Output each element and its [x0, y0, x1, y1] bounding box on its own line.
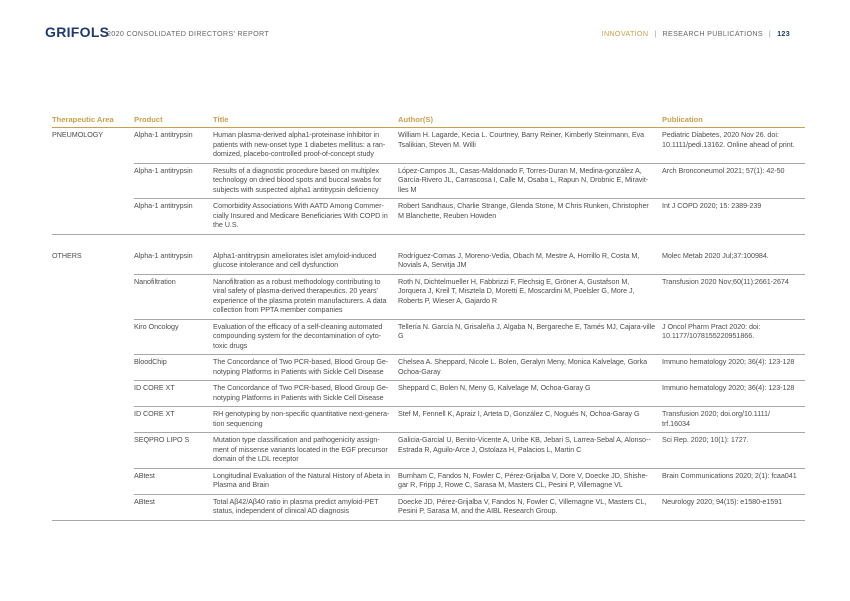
title-cell: Human plasma-derived alpha1-proteinase inhibitor in patients with new-onset type 1 diabetes mellitus: a ran-domized, placebo-controlled proof-of-concept study	[213, 128, 398, 164]
publications-table	[52, 114, 805, 521]
publication-cell: Immuno hematology 2020; 36(4): 123-128	[662, 381, 805, 407]
title-cell: Results of a diagnostic procedure based on multiplex technology on dried blood spots and buccal swabs for subjects with suspected alpha1 antitrypsin deficiency	[213, 163, 398, 199]
title-cell: Mutation type classification and pathogenicity assign-ment of missense variants located in the EGF precursor domain of the LDL receptor	[213, 433, 398, 469]
table-row	[52, 274, 805, 319]
authors-cell: Chelsea A. Sheppard, Nicole L. Bolen, Geralyn Meny, Monica Kalvelage, Gorka Ochoa-Garay	[398, 355, 662, 381]
publication-cell: Transfusion 2020 Nov;60(11):2661-2674	[662, 274, 805, 319]
authors-cell: Sheppard C, Bolen N, Meny G, Kalvelage M, Ochoa-Garay G	[398, 381, 662, 407]
product-cell: Alpha-1 antitrypsin	[134, 128, 213, 164]
title-cell: The Concordance of Two PCR-based, Blood Group Ge-notyping Platforms in Patients with Sickle Cell Disease	[213, 355, 398, 381]
table-body	[52, 128, 805, 521]
table-row	[52, 468, 805, 494]
publication-cell: Molec Metab 2020 Jul;37:100984.	[662, 249, 805, 275]
publication-cell: Neurology 2020; 94(15): e1580-e1591	[662, 494, 805, 520]
breadcrumb-section[interactable]: INNOVATION	[601, 29, 649, 38]
product-cell: ABtest	[134, 468, 213, 494]
therapeutic-area-cell	[52, 381, 134, 407]
title-cell: The Concordance of Two PCR-based, Blood Group Ge-notyping Platforms in Patients with Sickle Cell Disease	[213, 381, 398, 407]
therapeutic-area-cell	[52, 199, 134, 235]
therapeutic-area-cell	[52, 274, 134, 319]
title-cell: Alpha1-antitrypsin ameliorates islet amyloid-induced glucose intolerance and cell dysfunction	[213, 249, 398, 275]
authors-cell: López-Campos JL, Casas-Maldonado F, Torres-Duran M, Medina-gonzález A, García-Rivero JL, Carrascosa I, Calle M, Osaba L, Rapun N, Drobnic E, Miravit-lles M	[398, 163, 662, 199]
publication-cell: Int J COPD 2020; 15: 2389-239	[662, 199, 805, 235]
therapeutic-area-cell: PNEUMOLOGY	[52, 130, 104, 139]
breadcrumb-subsection[interactable]: RESEARCH PUBLICATIONS	[662, 29, 763, 38]
product-cell: Alpha-1 antitrypsin	[134, 199, 213, 235]
therapeutic-area-cell	[52, 407, 134, 433]
table-row	[52, 494, 805, 520]
header-therapeutic-area: Therapeutic Area	[52, 114, 134, 128]
product-cell: ID CORE XT	[134, 381, 213, 407]
title-cell: Total Aβ42/Aβ40 ratio in plasma predict amyloid-PET status, independent of clinical AD diagnosis	[213, 494, 398, 520]
publication-cell: Brain Communications 2020; 2(1): fcaa041	[662, 468, 805, 494]
product-cell: SEQPRO LIPO S	[134, 433, 213, 469]
authors-cell: Doecke JD, Pérez-Grijalba V, Fandos N, Fowler C, Villemagne VL, Masters CL, Pesini P, Sarasa M, and the AIBL Research Group.	[398, 494, 662, 520]
breadcrumb-separator: |	[768, 29, 772, 38]
product-cell: Nanofiltration	[134, 274, 213, 319]
publication-cell: Arch Bronconeumol 2021; 57(1): 42-50	[662, 163, 805, 199]
grifols-logo[interactable]: GRIFOLS	[45, 24, 110, 40]
report-title: 2020 CONSOLIDATED DIRECTORS' REPORT	[107, 29, 270, 38]
group-spacer	[52, 234, 805, 249]
therapeutic-area-cell: OTHERS	[52, 250, 82, 260]
title-cell: Comorbidity Associations With AATD Among Commer-cially Insured and Medicare Beneficiaries With COPD in the U.S.	[213, 199, 398, 235]
table-row	[52, 381, 805, 407]
title-cell: Evaluation of the efficacy of a self-cleaning automated compounding system for the decontamination of cyto-toxic drugs	[213, 319, 398, 355]
publication-cell: Pediatric Diabetes, 2020 Nov 26. doi: 10.1111/pedi.13162. Online ahead of print.	[662, 128, 805, 164]
publication-cell: Sci Rep. 2020; 10(1): 1727.	[662, 433, 805, 469]
product-cell: Alpha-1 antitrypsin	[134, 249, 213, 275]
title-cell: RH genotyping by non-specific quantitative next-genera-tion sequencing	[213, 407, 398, 433]
therapeutic-area-cell	[52, 163, 134, 199]
title-cell: Nanofiltration as a robust methodology contributing to viral safety of plasma-derived therapeutics. 20 years' experience of the plasma protein manufacturers. A data collection from PPTA member companies	[213, 274, 398, 319]
authors-cell: Stef M, Fennell K, Apraiz I, Arteta D, González C, Nogués N, Ochoa-Garay G	[398, 407, 662, 433]
product-cell: BloodChip	[134, 355, 213, 381]
product-cell: ID CORE XT	[134, 407, 213, 433]
publication-cell: Immuno hematology 2020; 36(4): 123-128	[662, 355, 805, 381]
table-row	[52, 163, 805, 199]
therapeutic-area-cell	[52, 433, 134, 469]
authors-cell: Rodríguez-Comas J, Moreno-Vedia, Obach M, Mestre A, Horrillo R, Costa M, Novials A, Servitja JM	[398, 249, 662, 275]
therapeutic-area-cell	[52, 494, 134, 520]
product-cell: ABtest	[134, 494, 213, 520]
header-title: Title	[213, 114, 398, 128]
publication-cell: J Oncol Pharm Pract 2020: doi: 10.1177/1078155220951866.	[662, 319, 805, 355]
product-cell: Kiro Oncology	[134, 319, 213, 355]
table-row	[52, 355, 805, 381]
page-header	[45, 24, 790, 44]
title-cell: Longitudinal Evaluation of the Natural History of Abeta in Plasma and Brain	[213, 468, 398, 494]
breadcrumb	[602, 29, 790, 38]
table-row	[52, 319, 805, 355]
therapeutic-area-cell	[52, 355, 134, 381]
authors-cell: Roth N, Dichtelmueller H, Fabbrizzi F, Flechsig E, Gröner A, Gustafson M, Jorquera J, Kreil T, Misztela D, Moretti E, Moscardini M, Poelsler G, More J, Roberts P, Wieser A, Gajardo R	[398, 274, 662, 319]
authors-cell: Tellería N. García N, Grisaleña J, Algaba N, Bergareche E, Tamés MJ, Cajara-ville G	[398, 319, 662, 355]
therapeutic-area-cell	[52, 468, 134, 494]
header-publication: Publication	[662, 114, 805, 128]
group-spacer-cell	[52, 234, 805, 249]
therapeutic-area-cell	[52, 319, 134, 355]
table-row	[52, 433, 805, 469]
product-cell: Alpha-1 antitrypsin	[134, 163, 213, 199]
table-row	[52, 249, 805, 275]
table-header-row	[52, 114, 805, 128]
page-number: 123	[777, 29, 790, 38]
authors-cell: William H. Lagarde, Kecia L. Courtney, Barry Reiner, Kimberly Steinmann, Eva Tsalikian, Steven M. Willi	[398, 128, 662, 164]
authors-cell: Burnham C, Fandos N, Fowler C, Pérez-Grijalba V, Dore V, Doecke JD, Shishe-gar R, Fripp J, Rowe C, Sarasa M, Masters CL, Pesini P, Villemagne VL	[398, 468, 662, 494]
header-product: Product	[134, 114, 213, 128]
publication-cell: Transfusion 2020; doi.org/10.1111/ trf.16034	[662, 407, 805, 433]
table-row	[52, 199, 805, 235]
authors-cell: Robert Sandhaus, Charlie Strange, Glenda Stone, M Chris Runken, Christopher M Blanchette, Reuben Howden	[398, 199, 662, 235]
table-row	[52, 128, 805, 164]
header-authors: Author(S)	[398, 114, 662, 128]
authors-cell: Galicia-Garcial U, Benito-Vicente A, Uribe KB, Jebari S, Larrea-Sebal A, Alonso--Estrada R, Aguilo-Arce J, Ostolaza H, Palacios L, Martin C	[398, 433, 662, 469]
table-row	[52, 407, 805, 433]
breadcrumb-separator: |	[654, 29, 657, 38]
